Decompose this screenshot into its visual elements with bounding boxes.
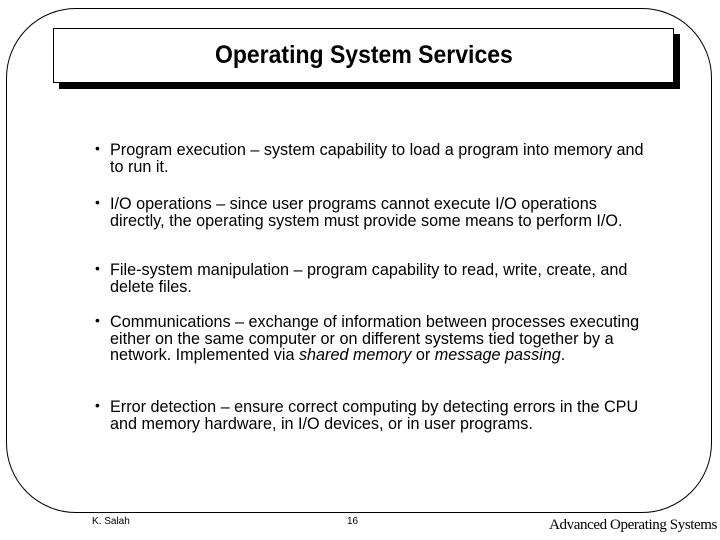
bullet-item [95,142,655,175]
footer-author: K. Salah [92,516,130,527]
bullet-icon: • [95,194,100,210]
text-run: or [411,346,435,365]
text-run: . [560,346,566,365]
bullet-text: I/O operations – since user programs cannot execute I/O operations directly, the operating system must provide some means to perform I/O. [110,195,623,230]
title-box [53,28,674,83]
bullet-text: Program execution – system capability to load a program into memory and to run it. [110,141,644,176]
bullet-text: Error detection – ensure correct computing by detecting errors in the CPU and memory hardware, in I/O devices, or in user programs. [110,398,639,433]
bullet-item [95,314,655,364]
bullet-text [110,314,655,364]
bullet-item [95,262,655,295]
bullet-icon: • [95,397,100,413]
text-run: Communications – exchange of information between processes executing either on the same computer or on different systems tied together by a network. Implemented via [110,313,640,365]
bullet-text: File-system manipulation – program capability to read, write, create, and delete files. [110,261,628,296]
emphasis-shared-memory: shared memory [298,346,412,365]
bullet-item [95,399,655,432]
footer-course: Advanced Operating Systems [549,517,717,533]
bullet-item [95,196,655,229]
bullet-icon: • [95,140,100,156]
footer-page-number: 16 [347,516,359,527]
slide-title: Operating System Services [214,41,513,69]
bullet-icon: • [95,260,100,276]
bullet-icon: • [95,312,100,328]
emphasis-message-passing: message passing [434,346,561,365]
